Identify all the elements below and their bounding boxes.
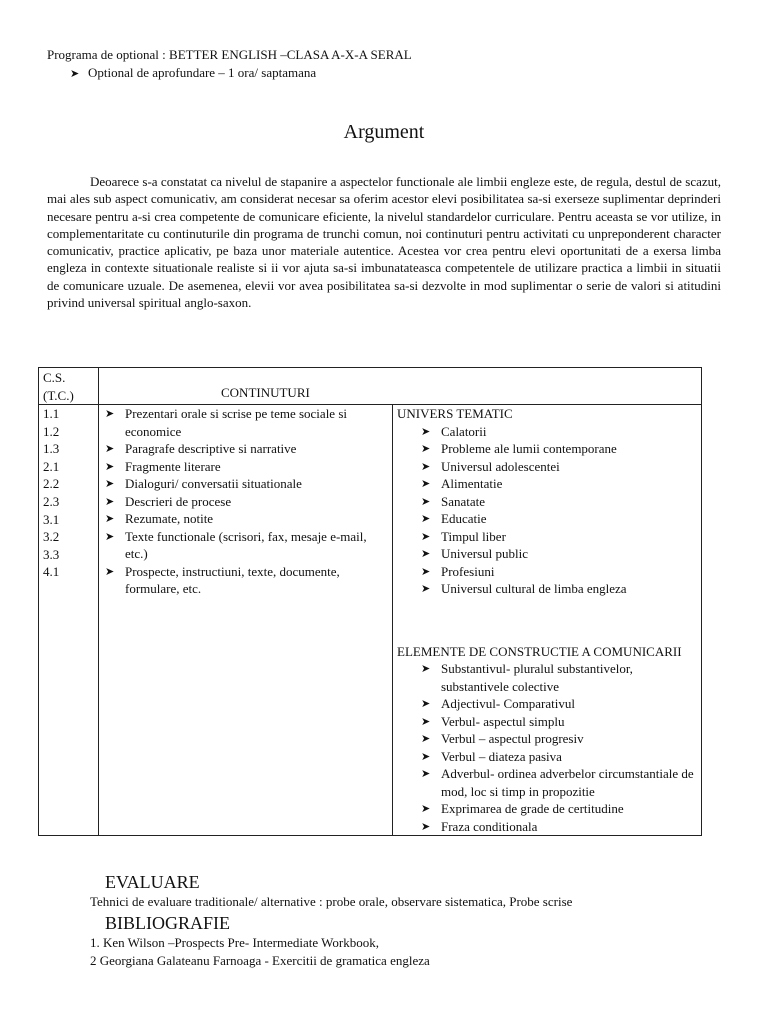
section-spacer bbox=[397, 598, 699, 643]
cs-header-line-1: C.S. bbox=[43, 370, 66, 385]
argument-paragraph: Deoarece s-a constatat ca nivelul de stapanire a aspectelor functionale ale limbii engleze este, de regula, destul de scazut, mai ales sub aspect comunicativ, am considerat necesar sa oferim acestor elevi posibilitatea sa-si exerseze suplimentar deprinderi necesare pentru a-si crea competente de comunicare eficiente, la nivelul standardelor curriculare. Pentru aceasta se vor utilize, in complementaritate cu continuturile din programa de trunchi comun, noi continuturi pentru activitati cu unpreponderent character comunicativ, practice aplicativ, pe baza unor materiale autentice. Acestea vor crea pentru elevi oportunitati de a exersa limba engleza in contexte situationale realiste si ii vor ajuta sa-si imbunatateasca competentele de utilizare practica a limbii in situatii de comunicare uzuale. De asemenea, elevii vor avea posibilitatea sa-si dezvolte in mod suplimentar o serie de valori si atitudini privind universal spiritual anglo-saxon. bbox=[47, 174, 721, 311]
cs-code: 1.1 bbox=[43, 406, 60, 421]
list-item: ➤ Rezumate, notite bbox=[103, 510, 390, 528]
program-title: Programa de optional : BETTER ENGLISH –CLASA A-X-A SERAL bbox=[47, 47, 412, 62]
content-type-list bbox=[103, 405, 390, 598]
list-item: ➤ Dialoguri/ conversatii situationale bbox=[103, 475, 390, 493]
list-item: ➤ Descrieri de procese bbox=[103, 493, 390, 511]
page-title: Argument bbox=[343, 121, 425, 143]
elemente-title: ELEMENTE DE CONSTRUCTIE A COMUNICARII bbox=[397, 643, 682, 659]
content-header: CONTINUTURI bbox=[221, 385, 310, 400]
cs-codes-cell bbox=[39, 405, 99, 836]
univers-title: UNIVERS TEMATIC bbox=[397, 406, 513, 421]
cs-code: 3.2 bbox=[43, 529, 60, 545]
list-item: ➤ Calatorii bbox=[397, 423, 699, 441]
cs-code: 2.1 bbox=[43, 458, 60, 474]
cs-code: 4.1 bbox=[43, 564, 60, 580]
list-item: ➤ Verbul – diateza pasiva bbox=[397, 748, 699, 766]
curriculum-table bbox=[38, 367, 702, 836]
program-subtitle bbox=[70, 65, 316, 82]
list-item: ➤ Fragmente literare bbox=[103, 458, 390, 476]
cs-code: 3.3 bbox=[43, 546, 60, 562]
list-item: ➤ Prospecte, instructiuni, texte, documente, formulare, etc. bbox=[103, 563, 390, 598]
cs-code: 2.2 bbox=[43, 476, 60, 492]
univers-list bbox=[397, 423, 699, 598]
list-item: ➤ Verbul – aspectul progresiv bbox=[397, 730, 699, 748]
list-item: ➤ Substantivul- pluralul substantivelor, substantivele colective bbox=[397, 660, 699, 695]
list-item: ➤ Paragrafe descriptive si narrative bbox=[103, 440, 390, 458]
list-item: ➤ Probleme ale lumii contemporane bbox=[397, 440, 699, 458]
bibliografie-item: 2 Georgiana Galateanu Farnoaga - Exercitii de gramatica engleza bbox=[90, 953, 430, 968]
list-item: ➤ Universul public bbox=[397, 545, 699, 563]
bibliografie-heading: BIBLIOGRAFIE bbox=[105, 913, 230, 933]
cs-code: 1.3 bbox=[43, 441, 60, 457]
cs-code: 3.1 bbox=[43, 511, 60, 527]
bibliografie-item: 1. Ken Wilson –Prospects Pre- Intermediate Workbook, bbox=[90, 935, 379, 950]
list-item: ➤ Universul cultural de limba engleza bbox=[397, 580, 699, 598]
elemente-list bbox=[397, 660, 699, 835]
evaluare-text: Tehnici de evaluare traditionale/ alternative : probe orale, observare sistematica, Probe scrise bbox=[90, 894, 573, 909]
list-item: ➤ Fraza conditionala bbox=[397, 818, 699, 836]
list-item: ➤ Educatie bbox=[397, 510, 699, 528]
list-item: ➤ Alimentatie bbox=[397, 475, 699, 493]
list-item: ➤ Adverbul- ordinea adverbelor circumstantiale de mod, loc si timp in propozitie bbox=[397, 765, 699, 800]
arrow-bullet-icon: ➤ bbox=[70, 68, 80, 80]
cs-code: 1.2 bbox=[43, 423, 60, 439]
cs-header-line-2: (T.C.) bbox=[43, 387, 74, 403]
list-item: ➤ Exprimarea de grade de certitudine bbox=[397, 800, 699, 818]
program-subtitle-text: Optional de aprofundare – 1 ora/ saptamana bbox=[88, 65, 317, 80]
list-item: ➤ Texte functionale (scrisori, fax, mesaje e-mail, etc.) bbox=[103, 528, 390, 563]
cs-code-list bbox=[43, 405, 96, 581]
list-item: ➤ Universul adolescentei bbox=[397, 458, 699, 476]
themes-cell bbox=[393, 405, 702, 836]
cs-header-cell bbox=[39, 368, 99, 405]
list-item: ➤ Timpul liber bbox=[397, 528, 699, 546]
list-item: ➤ Sanatate bbox=[397, 493, 699, 511]
list-item: ➤ Prezentari orale si scrise pe teme sociale si economice bbox=[103, 405, 390, 440]
content-header-cell bbox=[99, 368, 702, 405]
table-body-row bbox=[39, 405, 702, 836]
cs-code: 2.3 bbox=[43, 493, 60, 509]
evaluare-heading: EVALUARE bbox=[105, 872, 200, 892]
list-item: ➤ Adjectivul- Comparativul bbox=[397, 695, 699, 713]
list-item: ➤ Profesiuni bbox=[397, 563, 699, 581]
content-types-cell bbox=[99, 405, 393, 836]
list-item: ➤ Verbul- aspectul simplu bbox=[397, 713, 699, 731]
table-header-row bbox=[39, 368, 702, 405]
